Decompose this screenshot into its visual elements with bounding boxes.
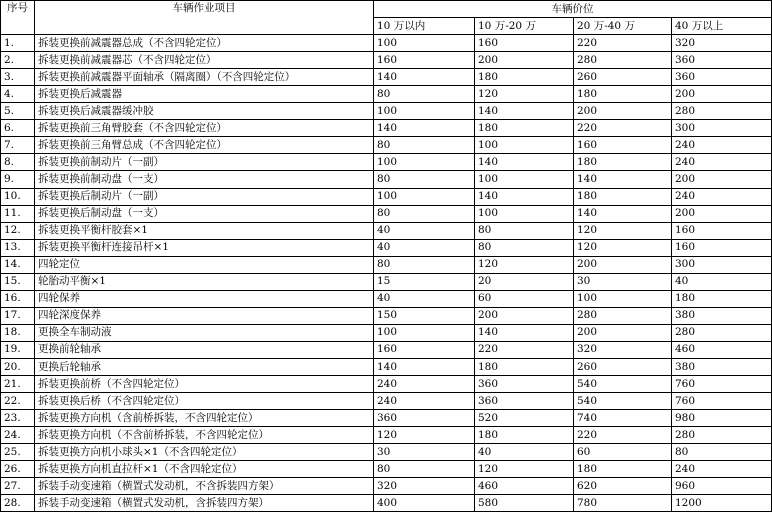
price-tier-3: 200 [574, 256, 672, 273]
service-item: 拆装更换后制动片（一副） [35, 188, 374, 205]
row-number: 14. [1, 256, 35, 273]
price-tier-2: 140 [475, 188, 574, 205]
price-tier-1: 15 [374, 273, 475, 290]
price-tier-1: 80 [374, 205, 475, 222]
price-tier-2: 140 [475, 154, 574, 171]
table-row [1, 222, 772, 239]
table-row [1, 427, 772, 444]
service-item: 拆装更换方向机（含前桥拆装，不含四轮定位） [35, 410, 374, 427]
price-tier-3: 200 [574, 324, 672, 341]
price-tier-3: 60 [574, 444, 672, 461]
row-number: 23. [1, 410, 35, 427]
table-row [1, 358, 772, 375]
table-row [1, 324, 772, 341]
price-tier-3: 540 [574, 376, 672, 393]
price-tier-1: 360 [374, 410, 475, 427]
table-row [1, 273, 772, 290]
price-tier-1: 100 [374, 103, 475, 120]
price-tier-2: 40 [475, 444, 574, 461]
row-number: 15. [1, 273, 35, 290]
table-row [1, 478, 772, 495]
table-row [1, 120, 772, 137]
price-tier-1: 30 [374, 444, 475, 461]
table-row [1, 341, 772, 358]
price-tier-4: 240 [672, 188, 772, 205]
service-item: 拆装更换前制动盘（一支） [35, 171, 374, 188]
price-tier-3: 200 [574, 103, 672, 120]
price-tier-2: 120 [475, 256, 574, 273]
price-tier-2: 520 [475, 410, 574, 427]
price-tier-2: 180 [475, 427, 574, 444]
service-item: 拆装更换前制动片（一副） [35, 154, 374, 171]
price-tier-3: 180 [574, 461, 672, 478]
price-tier-2: 360 [475, 376, 574, 393]
row-number: 13. [1, 239, 35, 256]
price-tier-4: 380 [672, 307, 772, 324]
row-number: 24. [1, 427, 35, 444]
service-item: 拆装更换方向机（不含前桥拆装，不含四轮定位） [35, 427, 374, 444]
price-tier-2: 80 [475, 222, 574, 239]
price-tier-3: 220 [574, 427, 672, 444]
row-number: 5. [1, 103, 35, 120]
row-number: 25. [1, 444, 35, 461]
price-tier-4: 240 [672, 461, 772, 478]
table-row [1, 69, 772, 86]
price-tier-2: 220 [475, 341, 574, 358]
price-tier-1: 120 [374, 427, 475, 444]
price-tier-4: 1200 [672, 495, 772, 512]
service-item: 拆装更换前三角臂总成（不含四轮定位） [35, 137, 374, 154]
table-body [1, 1, 772, 512]
row-number: 2. [1, 52, 35, 69]
price-tier-1: 160 [374, 52, 475, 69]
price-tier-4: 960 [672, 478, 772, 495]
price-tier-2: 180 [475, 120, 574, 137]
row-number: 11. [1, 205, 35, 222]
price-tier-3: 280 [574, 52, 672, 69]
price-tier-3: 780 [574, 495, 672, 512]
row-number: 18. [1, 324, 35, 341]
price-tier-4: 360 [672, 52, 772, 69]
price-tier-4: 240 [672, 137, 772, 154]
header-tier-3: 20 万-40 万 [574, 18, 672, 35]
price-tier-3: 260 [574, 358, 672, 375]
row-number: 27. [1, 478, 35, 495]
price-tier-3: 260 [574, 69, 672, 86]
price-tier-1: 100 [374, 324, 475, 341]
price-tier-1: 160 [374, 341, 475, 358]
price-tier-4: 360 [672, 69, 772, 86]
price-tier-1: 80 [374, 171, 475, 188]
price-tier-1: 150 [374, 307, 475, 324]
table-row [1, 256, 772, 273]
price-tier-1: 100 [374, 35, 475, 52]
price-tier-2: 100 [475, 171, 574, 188]
price-tier-1: 140 [374, 69, 475, 86]
header-tier-1: 10 万以内 [374, 18, 475, 35]
header-tier-4: 40 万以上 [672, 18, 772, 35]
header-price-group: 车辆价位 [374, 1, 772, 18]
service-item: 拆装更换平衡杆连接吊杆×1 [35, 239, 374, 256]
price-tier-1: 140 [374, 120, 475, 137]
table-row [1, 171, 772, 188]
price-tier-2: 120 [475, 461, 574, 478]
price-tier-3: 620 [574, 478, 672, 495]
price-tier-4: 320 [672, 35, 772, 52]
service-item: 拆装更换后减震器缓冲胶 [35, 103, 374, 120]
price-tier-4: 200 [672, 86, 772, 103]
row-number: 17. [1, 307, 35, 324]
price-tier-4: 300 [672, 256, 772, 273]
price-tier-2: 160 [475, 35, 574, 52]
price-tier-4: 980 [672, 410, 772, 427]
table-row [1, 290, 772, 307]
row-number: 21. [1, 376, 35, 393]
price-tier-3: 120 [574, 239, 672, 256]
table-row [1, 444, 772, 461]
price-tier-3: 220 [574, 35, 672, 52]
table-row [1, 376, 772, 393]
price-tier-1: 400 [374, 495, 475, 512]
price-tier-3: 180 [574, 154, 672, 171]
service-item: 拆装更换方向机小球头×1（不含四轮定位） [35, 444, 374, 461]
price-tier-4: 200 [672, 171, 772, 188]
price-tier-1: 40 [374, 222, 475, 239]
service-item: 拆装更换前减震器总成（不含四轮定位） [35, 35, 374, 52]
price-tier-4: 460 [672, 341, 772, 358]
price-tier-1: 80 [374, 86, 475, 103]
price-tier-1: 240 [374, 376, 475, 393]
price-tier-3: 140 [574, 205, 672, 222]
service-item: 拆装更换前减震器平面轴承（隔离圈）（不含四轮定位） [35, 69, 374, 86]
row-number: 26. [1, 461, 35, 478]
price-tier-4: 200 [672, 205, 772, 222]
price-tier-4: 80 [672, 444, 772, 461]
price-tier-3: 100 [574, 290, 672, 307]
table-row [1, 461, 772, 478]
row-number: 10. [1, 188, 35, 205]
price-tier-2: 200 [475, 307, 574, 324]
price-tier-2: 180 [475, 69, 574, 86]
price-tier-3: 120 [574, 222, 672, 239]
price-tier-3: 140 [574, 171, 672, 188]
price-tier-2: 200 [475, 52, 574, 69]
row-number: 28. [1, 495, 35, 512]
price-tier-4: 280 [672, 103, 772, 120]
price-tier-2: 140 [475, 103, 574, 120]
price-tier-3: 540 [574, 393, 672, 410]
price-tier-2: 360 [475, 393, 574, 410]
price-tier-2: 120 [475, 86, 574, 103]
price-tier-3: 160 [574, 137, 672, 154]
price-tier-4: 380 [672, 358, 772, 375]
price-tier-4: 280 [672, 427, 772, 444]
row-number: 6. [1, 120, 35, 137]
service-item: 拆装更换后制动盘（一支） [35, 205, 374, 222]
price-tier-4: 180 [672, 290, 772, 307]
service-item: 拆装更换前桥（不含四轮定位） [35, 376, 374, 393]
table-row [1, 188, 772, 205]
price-tier-2: 20 [475, 273, 574, 290]
service-item: 拆装更换平衡杆胶套×1 [35, 222, 374, 239]
row-number: 20. [1, 358, 35, 375]
table-row [1, 52, 772, 69]
price-tier-1: 80 [374, 461, 475, 478]
row-number: 3. [1, 69, 35, 86]
table-row [1, 154, 772, 171]
price-tier-2: 100 [475, 205, 574, 222]
service-item: 更换前轮轴承 [35, 341, 374, 358]
service-item: 更换后轮轴承 [35, 358, 374, 375]
price-tier-4: 40 [672, 273, 772, 290]
price-tier-4: 760 [672, 376, 772, 393]
service-item: 四轮定位 [35, 256, 374, 273]
price-tier-3: 220 [574, 120, 672, 137]
price-tier-3: 30 [574, 273, 672, 290]
row-number: 19. [1, 341, 35, 358]
price-tier-1: 100 [374, 154, 475, 171]
service-item: 拆装手动变速箱（横置式发动机，不含拆装四方架） [35, 478, 374, 495]
header-tier-2: 10 万-20 万 [475, 18, 574, 35]
row-number: 8. [1, 154, 35, 171]
service-item: 四轮深度保养 [35, 307, 374, 324]
price-tier-4: 240 [672, 154, 772, 171]
row-number: 22. [1, 393, 35, 410]
service-item: 更换全车制动液 [35, 324, 374, 341]
header-seq: 序号 [1, 1, 35, 35]
price-tier-3: 280 [574, 307, 672, 324]
header-item: 车辆作业项目 [35, 1, 374, 35]
row-number: 9. [1, 171, 35, 188]
price-tier-4: 300 [672, 120, 772, 137]
price-tier-1: 240 [374, 393, 475, 410]
price-tier-1: 100 [374, 188, 475, 205]
service-item: 拆装更换方向机直拉杆×1（不含四轮定位） [35, 461, 374, 478]
table-row [1, 103, 772, 120]
price-tier-1: 320 [374, 478, 475, 495]
header-row-top [1, 1, 772, 18]
price-tier-1: 80 [374, 137, 475, 154]
price-tier-4: 160 [672, 222, 772, 239]
service-item: 四轮保养 [35, 290, 374, 307]
table-row [1, 239, 772, 256]
row-number: 4. [1, 86, 35, 103]
price-tier-1: 40 [374, 239, 475, 256]
price-tier-2: 580 [475, 495, 574, 512]
table-row [1, 307, 772, 324]
service-item: 拆装手动变速箱（横置式发动机，含拆装四方架） [35, 495, 374, 512]
row-number: 12. [1, 222, 35, 239]
price-tier-2: 100 [475, 137, 574, 154]
price-tier-2: 180 [475, 358, 574, 375]
price-tier-3: 320 [574, 341, 672, 358]
price-tier-4: 160 [672, 239, 772, 256]
price-tier-1: 140 [374, 358, 475, 375]
service-item: 轮胎动平衡×1 [35, 273, 374, 290]
price-tier-3: 180 [574, 86, 672, 103]
price-tier-4: 760 [672, 393, 772, 410]
price-tier-3: 180 [574, 188, 672, 205]
service-item: 拆装更换前三角臂胶套（不含四轮定位） [35, 120, 374, 137]
price-tier-2: 460 [475, 478, 574, 495]
service-item: 拆装更换后减震器 [35, 86, 374, 103]
service-item: 拆装更换后桥（不含四轮定位） [35, 393, 374, 410]
row-number: 16. [1, 290, 35, 307]
price-tier-4: 280 [672, 324, 772, 341]
price-tier-2: 60 [475, 290, 574, 307]
service-item: 拆装更换前减震器芯（不含四轮定位） [35, 52, 374, 69]
table-row [1, 86, 772, 103]
table-row [1, 410, 772, 427]
table-row [1, 137, 772, 154]
table-row [1, 495, 772, 512]
price-tier-3: 740 [574, 410, 672, 427]
table-row [1, 393, 772, 410]
table-row [1, 205, 772, 222]
row-number: 7. [1, 137, 35, 154]
row-number: 1. [1, 35, 35, 52]
price-tier-1: 80 [374, 256, 475, 273]
price-tier-1: 40 [374, 290, 475, 307]
price-tier-2: 80 [475, 239, 574, 256]
table-row [1, 35, 772, 52]
price-tier-2: 140 [475, 324, 574, 341]
